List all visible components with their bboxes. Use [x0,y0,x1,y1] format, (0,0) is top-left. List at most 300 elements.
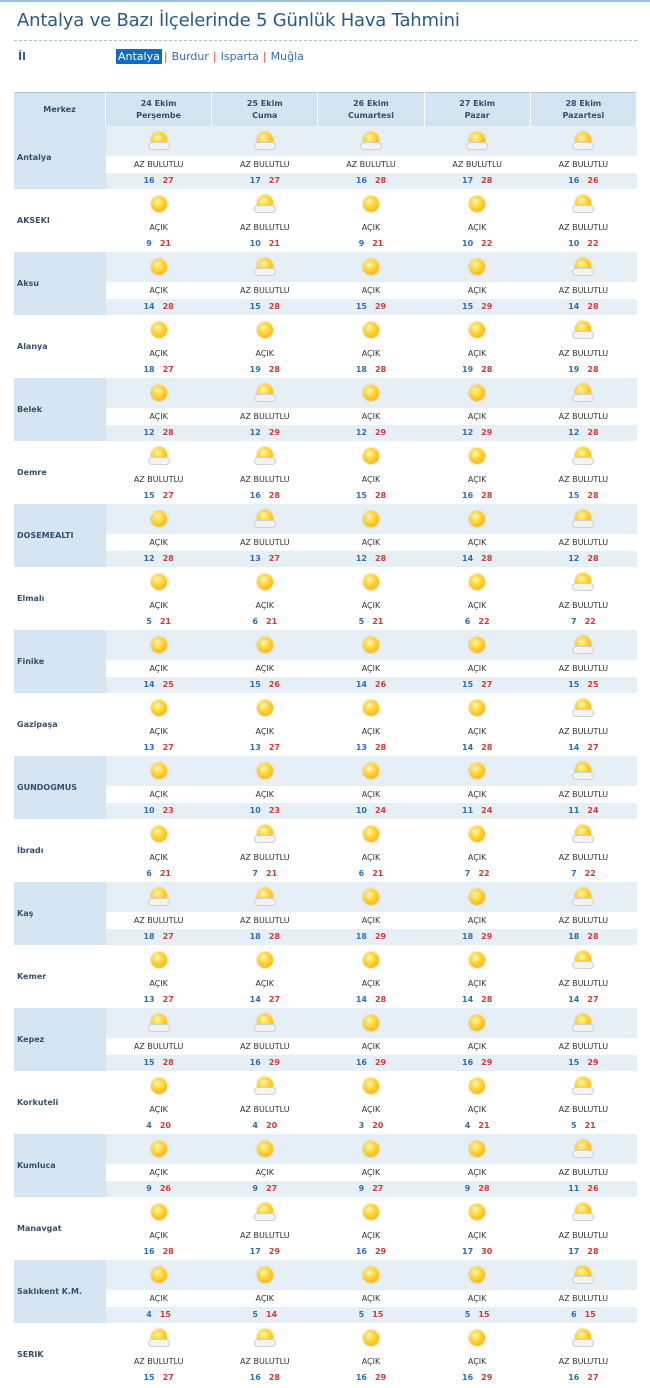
max-temp: 27 [268,554,280,563]
forecast-cell [212,315,318,378]
min-temp: 16 [249,1058,261,1067]
condition-text: AZ BULUTLU [558,727,609,736]
forecast-cell [212,252,318,315]
max-temp: 21 [478,1121,490,1130]
max-temp: 28 [587,365,599,374]
province-link-0[interactable]: Antalya [118,50,160,63]
condition-text: AÇIK [361,916,381,925]
partly-cloudy-icon [360,132,382,150]
min-temp: 7 [252,869,258,878]
sun-icon [363,826,379,842]
forecast-cell [106,693,212,756]
condition-text: AZ BULUTLU [240,538,290,547]
city-name: Gazipaşa [17,720,58,729]
partly-cloudy-icon [254,132,276,150]
forecast-cell [530,1134,636,1197]
max-temp: 20 [372,1121,384,1130]
temperature-range [530,929,636,945]
forecast-cell [424,1260,530,1323]
province-link-1[interactable]: Burdur [171,50,209,63]
condition-text: AÇIK [467,853,487,862]
forecast-cell [530,315,636,378]
max-temp: 28 [478,1184,490,1193]
min-temp: 10 [249,806,261,815]
temperature-range [318,677,424,693]
max-temp: 28 [587,554,599,563]
temperature-range [106,677,212,693]
min-temp: 12 [143,428,155,437]
condition-text: AÇIK [149,1231,168,1240]
temperature-range [318,929,424,945]
max-temp: 27 [587,1373,599,1382]
sun-icon [363,1267,379,1283]
min-temp: 12 [568,554,580,563]
temperature-range [212,992,318,1008]
forecast-cell [106,819,212,882]
min-temp: 18 [462,932,474,941]
forecast-table [14,92,637,1386]
title-divider [14,40,637,41]
min-temp: 18 [143,365,155,374]
min-temp: 6 [146,869,152,878]
max-temp: 28 [268,302,280,311]
max-temp: 21 [159,239,171,248]
sun-icon [151,259,167,275]
forecast-row [14,1134,637,1197]
sun-icon [363,574,379,590]
partly-cloudy-icon [572,1077,594,1095]
min-temp: 15 [568,491,580,500]
max-temp: 26 [587,1184,599,1193]
temperature-range [106,236,212,252]
forecast-cell [530,945,636,1008]
condition-text: AZ BULUTLU [240,1231,290,1240]
temperature-range [530,866,636,882]
province-link-3[interactable]: Muğla [270,50,304,63]
condition-text: AÇIK [467,223,487,232]
temperature-range [424,299,530,315]
min-temp: 17 [462,176,474,185]
condition-text: AÇIK [467,538,487,547]
max-temp: 27 [268,176,280,185]
max-temp: 26 [268,680,280,689]
max-temp: 22 [587,239,599,248]
max-temp: 28 [374,554,387,563]
temperature-range [530,803,636,819]
condition-text: AZ BULUTLU [240,1357,290,1366]
forecast-cell [318,189,424,252]
min-temp: 12 [143,554,155,563]
partly-cloudy-icon [254,888,276,906]
min-temp: 14 [355,995,367,1004]
max-temp: 29 [374,1058,387,1067]
min-temp: 5 [358,617,365,626]
max-temp: 27 [162,932,174,941]
condition-text: AÇIK [467,1105,487,1114]
temperature-range [530,299,636,315]
min-temp: 6 [464,617,471,626]
sun-icon [469,1204,485,1220]
max-temp: 27 [162,1373,174,1382]
temperature-range [318,425,424,441]
min-temp: 19 [462,365,474,374]
sun-icon [363,1078,379,1094]
forecast-row [14,504,637,567]
max-temp: 22 [481,239,493,248]
forecast-cell [318,945,424,1008]
min-temp: 14 [462,743,474,752]
temperature-range [424,614,530,630]
sun-icon [469,1141,485,1157]
city-name: Aksu [14,252,106,315]
sun-icon [363,700,379,716]
temperature-range [530,1118,636,1134]
temperature-range [212,1118,318,1134]
day-header [106,93,212,127]
temperature-range [424,740,530,756]
max-temp: 28 [374,365,387,374]
forecast-cell [106,1134,212,1197]
min-temp: 19 [249,365,261,374]
partly-cloudy-icon [572,636,594,654]
condition-text: AÇIK [361,538,381,547]
max-temp: 28 [587,491,599,500]
min-temp: 5 [464,1310,471,1319]
forecast-cell [212,378,318,441]
condition-text: AÇIK [361,664,381,673]
temperature-range [318,488,424,504]
sun-icon [469,763,485,779]
temperature-range [530,677,636,693]
city-name: Kaş [14,882,106,945]
max-temp: 21 [159,617,171,626]
max-temp: 22 [584,617,596,626]
condition-text: AZ BULUTLU [240,1042,290,1051]
city-name: Demre [17,468,47,477]
day-weekday: Cuma [252,110,278,120]
temperature-range [106,488,212,504]
max-temp: 27 [162,365,174,374]
min-temp: 14 [143,302,155,311]
forecast-cell [212,126,318,189]
forecast-cell [212,1008,318,1071]
forecast-cell [530,756,636,819]
temperature-range [318,866,424,882]
min-temp: 12 [249,428,261,437]
temperature-range [212,866,318,882]
temperature-range [530,236,636,252]
sun-icon [151,637,167,653]
partly-cloudy-icon [254,510,276,528]
forecast-cell [530,1071,636,1134]
condition-text: AÇIK [149,538,168,547]
min-temp: 15 [462,680,474,689]
forecast-cell [530,1260,636,1323]
condition-text: AÇIK [467,916,487,925]
condition-text: AÇIK [361,1357,381,1366]
temperature-range [212,614,318,630]
max-temp: 28 [374,176,387,185]
condition-text: AZ BULUTLU [346,160,396,169]
condition-text: AZ BULUTLU [133,916,184,925]
forecast-cell [530,252,636,315]
forecast-cell [424,630,530,693]
max-temp: 29 [481,1373,493,1382]
min-temp: 12 [462,428,474,437]
temperature-range [106,1370,212,1386]
day-date: 25 Ekim [246,98,283,108]
max-temp: 28 [268,491,280,500]
temperature-range [424,929,530,945]
province-link-2[interactable]: Isparta [220,50,259,63]
condition-text: AÇIK [149,601,168,610]
min-temp: 15 [143,1058,155,1067]
forecast-cell [424,756,530,819]
day-date: 27 Ekim [459,98,496,108]
temperature-range [106,1307,212,1323]
min-temp: 17 [249,176,261,185]
condition-text: AZ BULUTLU [133,1357,184,1366]
forecast-cell [424,1323,530,1386]
max-temp: 28 [481,743,493,752]
sun-icon [257,637,273,653]
max-temp: 29 [481,428,493,437]
forecast-cell [424,315,530,378]
sun-icon [257,700,273,716]
max-temp: 21 [268,239,280,248]
condition-text: AZ BULUTLU [133,1042,184,1051]
forecast-cell [212,1323,318,1386]
temperature-range [106,740,212,756]
condition-text: AÇIK [361,1042,381,1051]
min-temp: 17 [249,1247,261,1256]
condition-text: AÇIK [149,727,168,736]
condition-text: AÇIK [149,979,168,988]
day-weekday: Cumartesi [347,110,394,120]
partly-cloudy-icon [572,573,594,591]
sun-icon [257,574,273,590]
city-name: Korkuteli [17,1098,59,1107]
min-temp: 16 [462,1058,474,1067]
forecast-row [14,819,637,882]
city-name: İbradı [17,846,44,855]
sun-icon [151,763,167,779]
min-temp: 16 [249,1373,261,1382]
min-temp: 14 [143,680,155,689]
min-temp: 15 [568,1058,580,1067]
condition-text: AZ BULUTLU [240,223,290,232]
sun-icon [469,1330,485,1346]
temperature-range [318,803,424,819]
max-temp: 28 [587,1247,599,1256]
min-temp: 12 [355,554,367,563]
sun-icon [151,574,167,590]
max-temp: 23 [268,806,280,815]
temperature-range [318,551,424,567]
max-temp: 28 [374,491,387,500]
sun-icon [469,952,485,968]
condition-text: AÇIK [361,349,381,358]
temperature-range [212,173,318,189]
city-name: AKSEKI [17,216,50,225]
temperature-range [212,488,318,504]
max-temp: 21 [266,617,278,626]
temperature-range [530,740,636,756]
max-temp: 29 [587,1058,599,1067]
forecast-cell [318,1008,424,1071]
partly-cloudy-icon [572,762,594,780]
forecast-row [14,1260,637,1323]
partly-cloudy-icon [572,447,594,465]
min-temp: 16 [355,1247,367,1256]
forecast-row [14,567,637,630]
forecast-cell [106,756,212,819]
condition-text: AÇIK [149,664,168,673]
temperature-range [318,236,424,252]
condition-text: AÇIK [361,1294,381,1303]
max-temp: 28 [268,1373,280,1382]
min-temp: 6 [358,869,365,878]
condition-text: AZ BULUTLU [240,286,290,295]
sun-icon [363,196,379,212]
condition-text: AÇIK [467,349,487,358]
temperature-range [424,1055,530,1071]
min-temp: 14 [462,995,474,1004]
sun-icon [469,448,485,464]
city-name: Kumluca [14,1134,106,1197]
sun-icon [469,385,485,401]
day-date: 28 Ekim [565,98,602,108]
province-links [116,50,306,63]
max-temp: 29 [481,302,493,311]
sun-icon [469,196,485,212]
city-name: GUNDOGMUS [14,756,106,819]
sun-icon [257,1141,273,1157]
temperature-range [530,614,636,630]
condition-text: AÇIK [149,1168,168,1177]
max-temp: 22 [478,869,490,878]
temperature-range [106,173,212,189]
sun-icon [469,889,485,905]
forecast-cell [530,441,636,504]
condition-text: AÇIK [255,790,275,799]
temperature-range [106,992,212,1008]
temperature-range [212,299,318,315]
max-temp: 28 [587,932,599,941]
min-temp: 14 [355,680,367,689]
min-temp: 7 [571,869,577,878]
temperature-range [530,1370,636,1386]
min-temp: 10 [462,239,474,248]
max-temp: 24 [481,806,493,815]
forecast-cell [106,126,212,189]
max-temp: 29 [374,1247,387,1256]
forecast-cell [318,126,424,189]
max-temp: 28 [268,932,280,941]
min-temp: 10 [568,239,580,248]
max-temp: 28 [481,995,493,1004]
forecast-row [14,756,637,819]
temperature-range [212,1055,318,1071]
forecast-cell [424,189,530,252]
city-name: Manavgat [17,1224,62,1233]
il-label: İl [18,50,26,63]
min-temp: 16 [355,1373,367,1382]
forecast-cell [424,882,530,945]
temperature-range [424,992,530,1008]
temperature-range [212,1244,318,1260]
min-temp: 18 [355,932,367,941]
partly-cloudy-icon [254,1329,276,1347]
day-header [424,93,530,127]
min-temp: 4 [146,1121,152,1130]
sun-icon [469,1267,485,1283]
max-temp: 28 [162,1247,174,1256]
temperature-range [212,1307,318,1323]
sun-icon [363,1141,379,1157]
sun-icon [257,763,273,779]
sun-icon [363,511,379,527]
sun-icon [257,952,273,968]
max-temp: 28 [162,302,174,311]
min-temp: 9 [464,1184,471,1193]
max-temp: 29 [374,302,387,311]
sun-icon [363,448,379,464]
min-temp: 11 [462,806,474,815]
min-temp: 7 [464,869,471,878]
sun-icon [469,700,485,716]
max-temp: 29 [481,932,493,941]
condition-text: AZ BULUTLU [558,475,609,484]
partly-cloudy-icon [148,1329,170,1347]
sun-icon [151,322,167,338]
forecast-cell [424,1071,530,1134]
min-temp: 6 [571,1310,577,1319]
condition-text: AZ BULUTLU [452,160,502,169]
forecast-cell [106,945,212,1008]
min-temp: 15 [568,680,580,689]
temperature-range [106,929,212,945]
forecast-cell [212,630,318,693]
partly-cloudy-icon [572,825,594,843]
sun-icon [257,1267,273,1283]
day-weekday: Pazar [464,110,490,120]
max-temp: 29 [374,428,387,437]
day-weekday: Pazartesi [562,110,605,120]
temperature-range [424,677,530,693]
condition-text: AÇIK [361,475,381,484]
partly-cloudy-icon [572,1329,594,1347]
max-temp: 27 [162,995,174,1004]
min-temp: 15 [462,302,474,311]
partly-cloudy-icon [572,510,594,528]
forecast-cell [106,378,212,441]
day-date: 26 Ekim [353,98,389,108]
temperature-range [212,362,318,378]
forecast-header-row [14,93,637,127]
forecast-cell [530,693,636,756]
max-temp: 26 [587,176,599,185]
condition-text: AZ BULUTLU [133,160,184,169]
sun-icon [469,1078,485,1094]
max-temp: 29 [268,1247,280,1256]
temperature-range [424,425,530,441]
temperature-range [212,740,318,756]
forecast-cell [424,378,530,441]
forecast-cell [318,693,424,756]
partly-cloudy-icon [572,1140,594,1158]
partly-cloudy-icon [466,132,488,150]
